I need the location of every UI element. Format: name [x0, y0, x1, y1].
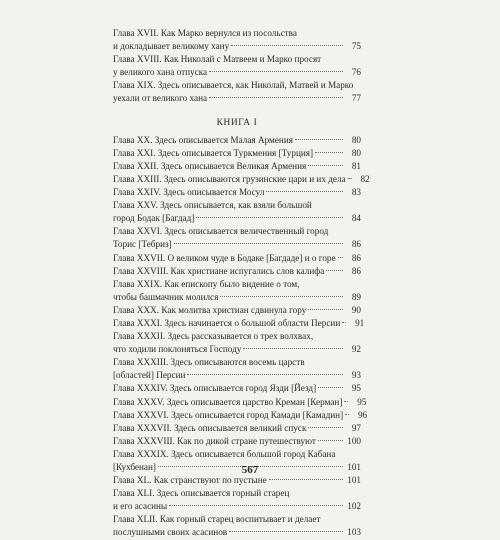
toc-entry	[113, 435, 361, 448]
toc-entry-page: 80	[351, 134, 361, 145]
toc-entry-page: 91	[355, 317, 365, 328]
toc-entry	[113, 487, 361, 513]
toc-entry-page: 76	[351, 67, 361, 78]
toc-entry-page: 93	[351, 370, 361, 381]
toc-entry-title: Глава XX. Здесь описывается Малая Армения	[113, 134, 293, 145]
toc-entry-title: Глава XXI. Здесь описывается Туркмения [Турция]	[113, 147, 314, 158]
dot-leader	[326, 270, 343, 271]
dot-leader	[318, 440, 343, 441]
dot-leader	[269, 479, 343, 480]
toc-entry-title: и докладывает великому хану	[113, 41, 230, 52]
toc-entry-line	[113, 265, 361, 278]
toc-entry-title: что ходили поклоняться Господу	[113, 344, 242, 355]
toc-entry-title: Глава XXVIII. Как христиане испугались слов калифа	[113, 265, 325, 276]
toc-entry-page: 77	[351, 93, 361, 104]
toc-entry	[113, 225, 361, 251]
toc-entry-line	[113, 53, 361, 66]
toc-entry-page: 80	[351, 147, 361, 158]
toc-entry-line	[113, 474, 361, 487]
toc-entry-page: 83	[351, 187, 361, 198]
toc-entry-title: Глава XXXVIII. Как по дикой стране путешествуют	[113, 435, 316, 446]
toc-book-section	[113, 134, 370, 540]
dot-leader	[196, 217, 343, 218]
toc-entry	[113, 265, 361, 278]
toc-entry-title: Глава XXVII. О великом чуде в Бодаке [Багдаде] и о горе	[113, 252, 336, 263]
dot-leader	[308, 427, 343, 428]
dot-leader	[308, 165, 343, 166]
toc-entry	[113, 160, 361, 173]
dot-leader	[338, 257, 343, 258]
toc-entry	[113, 513, 361, 539]
toc-entry-page: 96	[357, 409, 368, 420]
toc-entry-title: Глава XXXVII. Здесь описывается великий спуск	[113, 422, 307, 433]
book-heading: КНИГА I	[216, 117, 258, 128]
toc-entry	[113, 147, 361, 160]
toc-entry-page: 102	[347, 501, 361, 512]
dot-leader	[209, 97, 343, 98]
toc-entry-line	[113, 27, 361, 40]
toc-entry-title: Глава XXXIV. Здесь описывается город Язди [Йезд]	[113, 383, 317, 394]
toc-entry-title: Глава XXXIII. Здесь описываются восемь царств	[113, 357, 305, 368]
toc-entry	[113, 252, 361, 265]
toc-entry-page: 103	[347, 527, 361, 538]
toc-entry-page: 86	[351, 265, 361, 276]
dot-leader	[229, 531, 343, 532]
toc-entry	[113, 27, 361, 53]
toc-entry-line	[113, 356, 361, 369]
toc-entry-title: и его асасины	[113, 501, 168, 512]
toc-entry	[113, 317, 365, 330]
toc-entry-line	[113, 160, 361, 173]
toc-entry	[113, 396, 367, 409]
table-of-contents	[113, 27, 370, 540]
toc-entry	[113, 356, 361, 382]
toc-entry-line	[113, 186, 361, 199]
toc-entry-line	[113, 66, 361, 79]
toc-entry-title: Глава XLI. Здесь описывается горный старец	[113, 488, 290, 499]
toc-entry	[113, 422, 361, 435]
toc-entry	[113, 474, 361, 487]
toc-entry-title: Глава XIX. Здесь описывается, как Николай, Матвей и Марко	[113, 80, 354, 91]
toc-entry	[113, 330, 361, 356]
toc-entry-line	[113, 225, 361, 238]
toc-entry-title: Глава XXIX. Как епископу было видение о том,	[113, 278, 300, 289]
toc-entry	[113, 173, 370, 186]
toc-entry-page: 100	[347, 435, 361, 446]
toc-entry	[113, 409, 368, 422]
dot-leader	[209, 71, 343, 72]
toc-entry-line	[113, 147, 361, 160]
dot-leader	[231, 45, 343, 46]
toc-entry-line	[113, 92, 361, 105]
toc-entry-title: Торис [Тебриз]	[113, 239, 172, 250]
toc-entry-line	[113, 409, 368, 422]
toc-entry-title: чтобы башмачник молился	[113, 291, 219, 302]
dot-leader	[266, 191, 343, 192]
toc-entry-line	[113, 396, 367, 409]
dot-leader	[187, 374, 343, 375]
dot-leader	[308, 309, 343, 310]
toc-entry-line	[113, 304, 361, 317]
dot-leader	[169, 505, 343, 506]
toc-entry-line	[113, 79, 361, 92]
toc-entry-title: Глава XVIII. Как Николай с Матвеем и Марко просят	[113, 54, 322, 65]
toc-entry-page: 95	[357, 396, 367, 407]
toc-entry-title: Глава XXXII. Здесь рассказывается о трех волхвах,	[113, 331, 314, 342]
toc-entry-title: Глава XXXVI. Здесь описывается город Камади [Камадин]	[113, 409, 344, 420]
toc-entry	[113, 278, 361, 304]
toc-entry	[113, 53, 361, 79]
toc-entry-page: 86	[351, 239, 361, 250]
toc-entry-title: [областей] Персии	[113, 370, 186, 381]
dot-leader	[174, 243, 343, 244]
toc-entry-title: Глава XL. Как странствуют по пустыне	[113, 475, 267, 486]
dot-leader	[344, 401, 348, 402]
toc-entry-line	[113, 134, 361, 147]
toc-entry	[113, 79, 361, 105]
toc-entry-page: 95	[351, 383, 361, 394]
dot-leader	[342, 322, 346, 323]
dot-leader	[318, 387, 343, 388]
toc-entry-title: послушными своих асасинов	[113, 527, 228, 538]
toc-entry-line	[113, 291, 361, 304]
dot-leader	[295, 139, 343, 140]
toc-entry-page: 92	[351, 344, 361, 355]
toc-entry-title: Глава XXII. Здесь описывается Великая Армения	[113, 160, 307, 171]
toc-top-section	[113, 27, 361, 106]
dot-leader	[220, 296, 343, 297]
toc-entry	[113, 134, 361, 147]
toc-entry-page: 101	[347, 475, 361, 486]
toc-entry	[113, 304, 361, 317]
toc-entry-line	[113, 317, 365, 330]
toc-entry	[113, 199, 361, 225]
toc-entry-line	[113, 382, 361, 395]
page-number: 567	[241, 464, 259, 476]
toc-entry-title: Глава XXIV. Здесь описывается Мосул	[113, 187, 265, 198]
toc-entry-line	[113, 513, 361, 526]
toc-entry	[113, 382, 361, 395]
toc-entry-title: Глава XXV. Здесь описывается, как взяли большой	[113, 200, 312, 211]
toc-entry-page: 101	[347, 462, 361, 472]
toc-entry-line	[113, 238, 361, 251]
dot-leader	[348, 178, 352, 179]
toc-entry-line	[113, 212, 361, 225]
toc-entry-line	[113, 369, 361, 382]
toc-entry-title: Глава XXXI. Здесь начинается о большой области Персии	[113, 317, 341, 328]
toc-entry-page: 81	[351, 160, 361, 171]
toc-entry-page: 89	[351, 291, 361, 302]
toc-entry-line	[113, 487, 361, 500]
toc-entry-line	[113, 330, 361, 343]
toc-entry-line	[113, 199, 361, 212]
toc-entry-page: 82	[360, 173, 370, 184]
toc-entry-title: Глава XXX. Как молитва христиан сдвинула гору	[113, 304, 307, 315]
dot-leader	[243, 348, 343, 349]
toc-entry-page: 97	[351, 422, 361, 433]
toc-entry-title: Глава XXXV. Здесь описывается царство Креман [Керман]	[113, 396, 343, 407]
toc-entry-title: Глава XXVI. Здесь описывается величественный город	[113, 226, 329, 237]
toc-entry-line	[113, 526, 361, 539]
toc-entry-page: 84	[351, 213, 361, 224]
toc-entry-line	[113, 252, 361, 265]
toc-entry-title: у великого хана отпуска	[113, 67, 208, 78]
toc-entry-page: 86	[351, 252, 361, 263]
toc-entry-title: Глава XXIII. Здесь описываются грузинские цари и их дела	[113, 173, 346, 184]
toc-entry-title: Глава XXXIX. Здесь описывается большой город Кабана	[113, 448, 336, 459]
toc-entry-page: 90	[351, 304, 361, 315]
dot-leader	[345, 414, 349, 415]
toc-entry-line	[113, 278, 361, 291]
toc-entry-line	[113, 40, 361, 53]
toc-entry-title: Глава XLII. Как горный старец воспитывает и делает	[113, 514, 321, 525]
toc-entry-page: 75	[351, 41, 361, 52]
toc-entry-title: уехали от великого хана	[113, 93, 208, 104]
toc-entry-line	[113, 343, 361, 356]
toc-entry-line	[113, 500, 361, 513]
toc-entry-line	[113, 422, 361, 435]
toc-entry-line	[113, 435, 361, 448]
toc-entry-title: город Бодак [Багдад]	[113, 213, 195, 224]
toc-entry-line	[113, 173, 370, 186]
toc-entry-title: Глава XVII. Как Марко вернулся из посольства	[113, 28, 297, 38]
toc-entry-title: [Кухбенан]	[113, 462, 156, 472]
dot-leader	[315, 152, 343, 153]
toc-entry-line	[113, 448, 361, 461]
toc-entry	[113, 186, 361, 199]
